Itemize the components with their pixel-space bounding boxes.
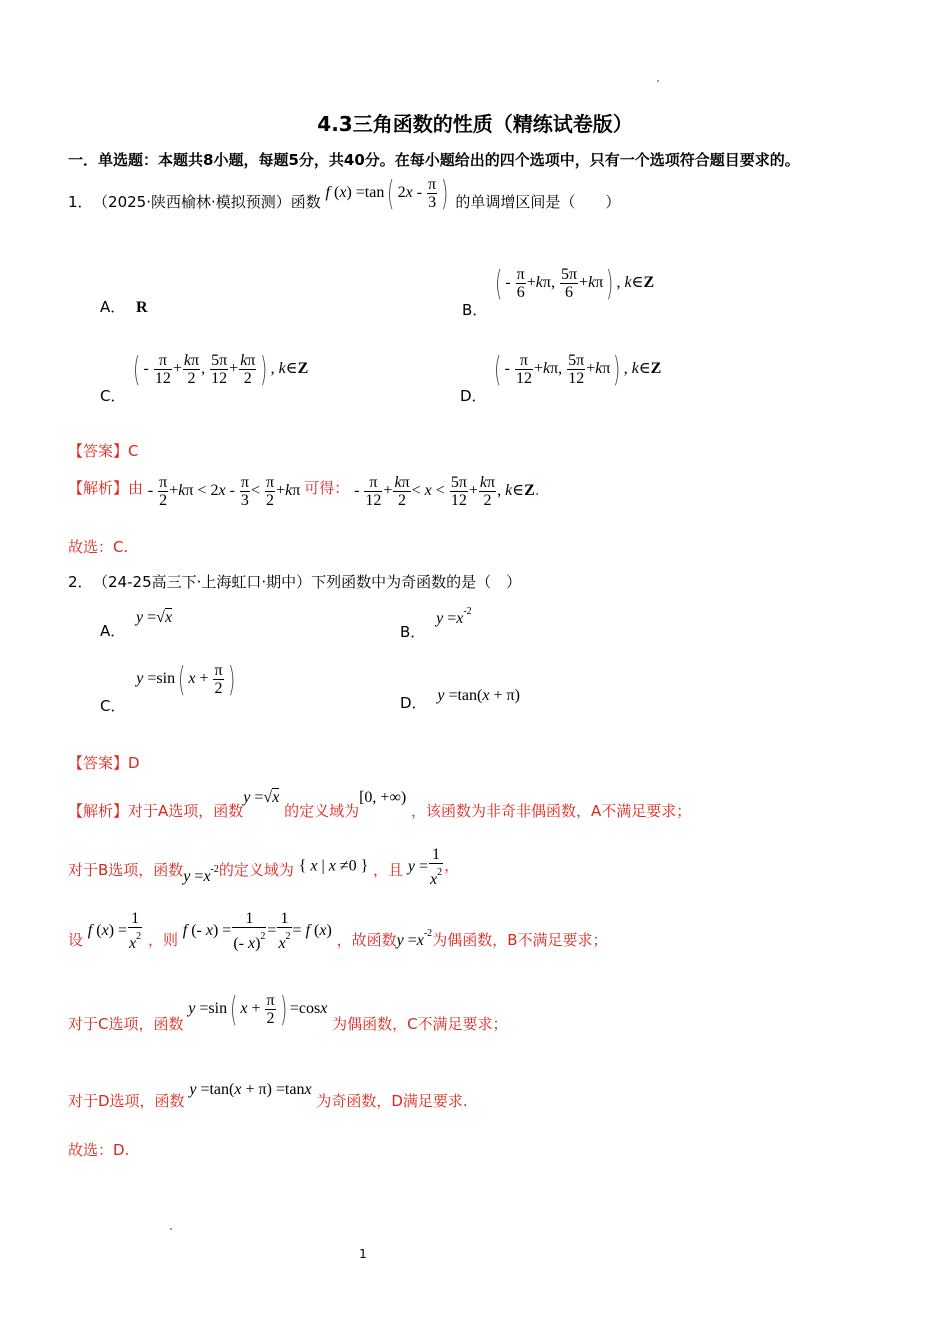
f-neg-x: f (- x) = $\frac{1}{(- x)^2}$ = $\frac{1}{x^2}$ = f (x) bbox=[182, 910, 332, 952]
line2-text-c: ，且 bbox=[373, 860, 404, 879]
option-d-expr: y =tan(x + π) bbox=[437, 687, 520, 704]
q1-source: （2025·陕西榆林·模拟预测）函数 bbox=[100, 193, 321, 212]
q2-analysis-line-2 bbox=[68, 846, 459, 888]
page-title: 4.3三角函数的性质（精练试卷版） bbox=[317, 112, 633, 136]
f-definition: f (x) = $\frac{1}{x^2}$ bbox=[87, 910, 142, 952]
q1-option-d[interactable] bbox=[460, 349, 662, 406]
line2-text-d: ， bbox=[444, 856, 460, 875]
option-c-label: C． bbox=[100, 697, 126, 716]
q2-analysis-line-5 bbox=[68, 1078, 468, 1110]
q2-number: 2． bbox=[68, 573, 93, 591]
option-a-expr: y =√x bbox=[136, 609, 173, 626]
section-heading: 一．单选题：本题共8小题，每题5分，共40分。在每小题给出的四个选项中，只有一个选项符合题目要求的。 bbox=[68, 151, 800, 169]
footer-mark bbox=[170, 1228, 172, 1230]
option-b-expr: $y =x^{-2}$ bbox=[436, 606, 472, 627]
option-b-expr: ( - $\frac{\pi}{6}$ +kπ, $\frac{5\pi}{6}$ +kπ) , k∈Z bbox=[495, 263, 655, 304]
q2-source: （24-25高三下·上海虹口·期中）下列函数中为奇函数的是（ ） bbox=[100, 573, 522, 591]
q1-answer: 【答案】C bbox=[68, 442, 139, 460]
line2-text-b: 的定义域为 bbox=[218, 860, 294, 879]
line5-text-a: 对于D选项，函数 bbox=[68, 1092, 185, 1110]
sin-expr: y =sin( x + $\frac{\pi}{2}$ ) =cosx bbox=[188, 989, 328, 1030]
line1-text-c: ，该函数为非奇非偶函数，A不满足要求； bbox=[410, 802, 692, 820]
option-a-label: A． bbox=[100, 298, 126, 316]
option-d-expr: ( - $\frac{\pi}{12}$ +kπ, $\frac{5\pi}{12}$ +kπ) , k∈Z bbox=[494, 349, 662, 390]
line1-text-a: 【解析】对于A选项，函数 bbox=[68, 802, 244, 820]
q2-option-a[interactable] bbox=[100, 606, 173, 640]
q1-suffix: 的单调增区间是（ ） bbox=[455, 193, 621, 212]
page-number: 1 bbox=[359, 1247, 367, 1261]
corner-mark bbox=[657, 80, 659, 82]
option-d-label: D． bbox=[400, 694, 427, 712]
q1-inequality-1: - $\frac{\pi}{2}$ +kπ < 2x - $\frac{\pi}{3}$ < $\frac{\pi}{2}$ +kπ bbox=[147, 474, 305, 509]
option-d-label: D． bbox=[460, 387, 487, 406]
q1-number: 1． bbox=[68, 193, 93, 212]
q1-option-a[interactable] bbox=[100, 296, 148, 317]
line4-text-b: 为偶函数，C不满足要求； bbox=[332, 1015, 508, 1034]
sqrt-expr: y =√x bbox=[243, 789, 280, 806]
option-c-expr: ( - $\frac{\pi}{12}$ + $\frac{k\pi}{2}$ , $\frac{5\pi}{12}$ + $\frac{k\pi}{2}$ ) , k∈Z bbox=[133, 349, 309, 390]
option-b-label: B． bbox=[400, 623, 426, 641]
power-expr: $y =x^{-2}$ bbox=[183, 863, 219, 885]
option-a-label: A． bbox=[100, 622, 126, 640]
domain-interval: [0, +∞) bbox=[359, 789, 407, 806]
q1-analysis: 【解析】由 - $\frac{\pi}{2}$ +kπ < 2x - $\frac{\pi}{3}$ < $\frac{\pi}{2}$ +kπ 可得： - $\frac{\pi}{12}$ + $\frac{k\pi}{2}$ < x < $\frac{5\pi}{12}$ + $\frac{k\pi}{2}$ , k∈Z. bbox=[68, 474, 540, 509]
tan-expr: y =tan(x + π) =tanx bbox=[189, 1081, 312, 1098]
line3-text-a: 设 bbox=[68, 930, 84, 949]
line3-text-c: ，故函数 bbox=[336, 930, 397, 949]
q1-conclusion: 故选：C. bbox=[68, 538, 129, 556]
q1-option-b[interactable] bbox=[462, 263, 655, 320]
domain-set: { x | x ≠0 } bbox=[298, 857, 369, 875]
q2-analysis-line-3 bbox=[68, 910, 607, 952]
q1-inequality-2: - $\frac{\pi}{12}$ + $\frac{k\pi}{2}$ < x < $\frac{5\pi}{12}$ + $\frac{k\pi}{2}$ , k∈Z bbox=[354, 474, 535, 509]
q1-function: f (x) =tan( 2x - $\frac{\pi}{3}$ ) bbox=[325, 173, 449, 214]
option-c-label: C． bbox=[100, 387, 126, 406]
q2-stem bbox=[68, 571, 521, 592]
option-a-value: R bbox=[136, 299, 148, 316]
analysis-connector: 可得： bbox=[304, 479, 350, 498]
line5-text-b: 为奇函数，D满足要求. bbox=[316, 1092, 468, 1110]
q2-option-d[interactable] bbox=[400, 684, 520, 712]
option-c-expr: y =sin( x + $\frac{\pi}{2}$ ) bbox=[136, 659, 235, 700]
line1-text-b: 的定义域为 bbox=[284, 802, 360, 820]
line3-text-d: 为偶函数，B不满足要求； bbox=[432, 930, 608, 949]
line4-text-a: 对于C选项，函数 bbox=[68, 1015, 184, 1034]
line3-text-b: ，则 bbox=[147, 930, 178, 949]
q2-analysis-line-4 bbox=[68, 989, 508, 1034]
q2-option-c[interactable] bbox=[100, 659, 238, 716]
line2-text-a: 对于B选项，函数 bbox=[68, 860, 184, 879]
analysis-label: 【解析】由 bbox=[68, 479, 144, 498]
q2-option-b[interactable] bbox=[400, 606, 472, 641]
q1-stem bbox=[68, 173, 621, 221]
even-func-expr: $y =x^{-2}$ bbox=[396, 927, 433, 949]
q2-conclusion: 故选：D. bbox=[68, 1141, 130, 1159]
q2-analysis-line-1 bbox=[68, 786, 692, 820]
option-b-label: B． bbox=[462, 301, 488, 320]
reciprocal-expr: y = $\frac{1}{x^2}$ bbox=[407, 846, 443, 888]
q2-answer: 【答案】D bbox=[68, 754, 140, 772]
q1-option-c[interactable] bbox=[100, 349, 309, 406]
